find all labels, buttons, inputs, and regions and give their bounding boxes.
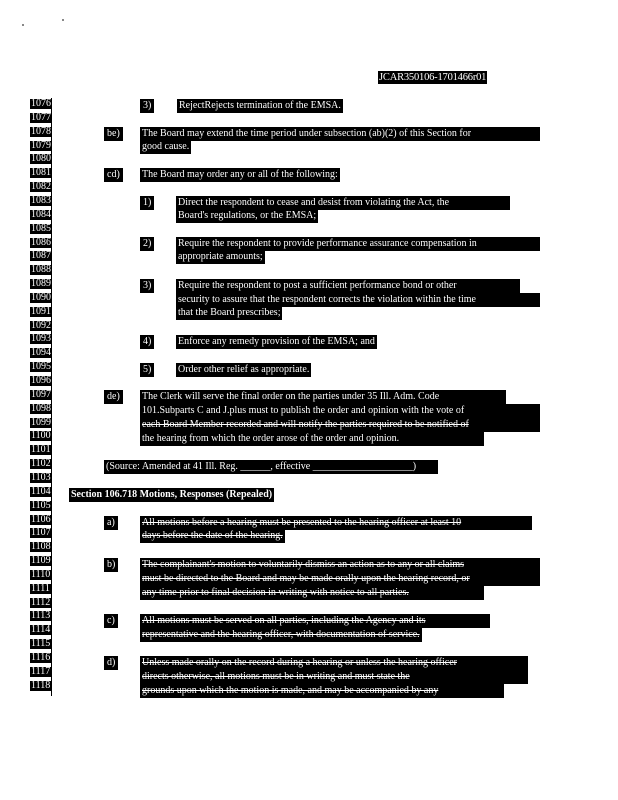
line-number-text: 1113: [31, 610, 51, 622]
item-label: 3): [140, 279, 154, 293]
line-number-text: 1079: [31, 139, 51, 151]
item-label: 3): [140, 99, 154, 113]
line-number-text: 1115: [31, 638, 51, 650]
line-number-text: 1089: [31, 278, 51, 290]
line-number-text: 1104: [31, 485, 51, 497]
section-item-text: The complainant's motion to voluntarily dismiss an action as to any or all claims: [140, 558, 540, 572]
line-number: [30, 598, 50, 608]
line-number-text: 1083: [31, 194, 51, 206]
line-number: [30, 210, 50, 220]
line-number: [30, 639, 50, 649]
item-label: 5): [140, 363, 154, 377]
section-item-text: representative and the hearing officer, with documentation of service.: [142, 629, 420, 640]
line-number: [30, 681, 50, 691]
item-text: Direct the respondent to cease and desist from violating the Act, the: [176, 196, 510, 210]
line-number-text: 1105: [31, 499, 51, 511]
item-text: the hearing from which the order arose of the order and opinion.: [140, 432, 484, 446]
line-number: [30, 321, 50, 331]
line-number-text: 1114: [31, 624, 51, 636]
line-number: [30, 168, 50, 178]
line-number: [30, 127, 50, 137]
line-number: [30, 238, 50, 248]
line-number-text: 1109: [31, 555, 51, 567]
item-label: 2): [140, 237, 154, 251]
item-text: The Board may order any or all of the following:: [142, 169, 338, 180]
line-number: [30, 459, 50, 469]
item-text: The Clerk will serve the final order on the parties under 35 Ill. Adm. Code: [140, 390, 506, 404]
item-text: The Board may extend the time period under subsection (ab)(2) of this Section for: [140, 127, 540, 141]
line-number-text: 1080: [31, 153, 51, 165]
section-item-text: days before the date of the hearing.: [142, 530, 283, 541]
line-number-text: 1085: [31, 222, 51, 234]
line-number: [30, 556, 50, 566]
section-item-label: b): [104, 558, 118, 572]
line-number-text: 1077: [31, 111, 51, 123]
line-number: [30, 293, 50, 303]
line-number: [30, 625, 50, 635]
line-number-text: 1103: [31, 471, 51, 483]
line-number-text: 1110: [31, 568, 51, 580]
line-number-text: 1108: [31, 541, 51, 553]
line-number-text: 1090: [31, 291, 51, 303]
line-number: [30, 334, 50, 344]
line-number: [30, 348, 50, 358]
line-number: [30, 113, 50, 123]
line-number-text: 1118: [31, 679, 51, 691]
item-label: 1): [140, 196, 154, 210]
line-number: [30, 570, 50, 580]
line-number: [30, 404, 50, 414]
section-item-text: All motions before a hearing must be presented to the hearing officer at least 10: [140, 516, 532, 530]
item-text: that the Board prescribes;: [178, 307, 281, 318]
line-number-text: 1094: [31, 347, 51, 359]
item-text: Require the respondent to provide performance assurance compensation in: [176, 237, 540, 251]
line-number-text: 1078: [31, 125, 51, 137]
line-number: [30, 611, 50, 621]
line-number: [30, 515, 50, 525]
line-number: [30, 307, 50, 317]
section-item-text: any time prior to final decision in writing with notice to all parties.: [140, 586, 484, 600]
line-number-text: 1106: [31, 513, 51, 525]
line-number-text: 1087: [31, 250, 51, 262]
line-number: [30, 487, 50, 497]
item-text: 101.Subparts C and J.plus must to publish the order and opinion with the vote of: [140, 404, 540, 418]
line-number-text: 1095: [31, 361, 51, 373]
line-number-text: 1107: [31, 527, 51, 539]
line-number: [30, 141, 50, 151]
line-number-text: 1086: [31, 236, 51, 248]
item-label: be): [104, 127, 123, 141]
item-text: Require the respondent to post a sufficient performance bond or other: [176, 279, 520, 293]
scan-speck: [22, 24, 24, 26]
line-number-text: 1099: [31, 416, 51, 428]
section-item-text: All motions must be served on all parties, including the Agency and its: [140, 614, 490, 628]
line-number-text: 1096: [31, 375, 51, 386]
line-number: [30, 265, 50, 275]
line-number: [30, 667, 50, 677]
section-item-label: a): [104, 516, 118, 530]
item-label: 4): [140, 335, 154, 349]
item-text: good cause.: [142, 141, 190, 152]
item-text: Board's regulations, or the EMSA;: [178, 210, 317, 221]
document-id: JCAR350106-1701466r01: [379, 72, 487, 83]
item-text: appropriate amounts;: [178, 251, 263, 262]
line-number: [30, 584, 50, 594]
source-note: (Source: Amended at 41 Ill. Reg. ______, effective ____________________): [104, 460, 438, 474]
item-text: each Board Member recorded and will notify the parties required to be notified of: [140, 418, 540, 432]
line-number-text: 1102: [31, 458, 51, 470]
line-number: [30, 390, 50, 400]
item-label: de): [104, 390, 123, 404]
line-number: [30, 431, 50, 441]
line-number: [30, 473, 50, 483]
line-number-text: 1098: [31, 402, 51, 414]
line-number-text: 1093: [31, 333, 51, 345]
line-number: [30, 528, 50, 538]
item-text: security to assure that the respondent corrects the violation within the time: [176, 293, 540, 307]
section-item-text: grounds upon which the motion is made, and may be accompanied by any: [140, 684, 504, 698]
line-number: [30, 362, 50, 372]
line-number-text: 1076: [31, 98, 51, 109]
section-item-text: directs otherwise, all motions must be in writing and must state the: [140, 670, 528, 684]
line-number-text: 1082: [31, 181, 51, 193]
line-number: [30, 99, 50, 109]
item-text: Enforce any remedy provision of the EMSA; and: [178, 336, 375, 347]
scan-speck: [62, 19, 64, 21]
line-number-text: 1111: [31, 582, 50, 594]
item-label: cd): [104, 168, 123, 182]
line-number-text: 1116: [31, 652, 51, 663]
line-number: [30, 196, 50, 206]
section-item-text: must be directed to the Board and may be made orally upon the hearing record, or: [140, 572, 540, 586]
line-number-text: 1097: [31, 388, 51, 400]
line-number-text: 1088: [31, 264, 51, 276]
section-item-text: Unless made orally on the record during a hearing or unless the hearing officer: [140, 656, 528, 670]
line-number: [30, 376, 50, 386]
item-text: RejectRejects termination of the EMSA.: [179, 100, 341, 111]
section-item-label: d): [104, 656, 118, 670]
line-number-text: 1091: [31, 305, 51, 317]
line-number: [30, 182, 50, 192]
line-number: [30, 445, 50, 455]
line-number-text: 1112: [31, 596, 51, 608]
line-number: [30, 542, 50, 552]
line-number: [30, 279, 50, 289]
line-number-text: 1092: [31, 319, 51, 331]
line-number: [30, 418, 50, 428]
section-item-label: c): [104, 614, 118, 628]
line-number: [30, 501, 50, 511]
line-number-text: 1101: [31, 444, 51, 456]
line-number-text: 1081: [31, 167, 51, 179]
line-number-text: 1084: [31, 208, 51, 220]
line-number: [30, 154, 50, 164]
line-number-text: 1117: [31, 665, 51, 677]
line-number-text: 1100: [31, 430, 51, 442]
item-text: Order other relief as appropriate.: [178, 364, 310, 375]
line-number: [30, 224, 50, 234]
line-number: [30, 251, 50, 261]
line-number: [30, 653, 50, 663]
section-heading: Section 106.718 Motions, Responses (Repealed): [71, 489, 273, 500]
